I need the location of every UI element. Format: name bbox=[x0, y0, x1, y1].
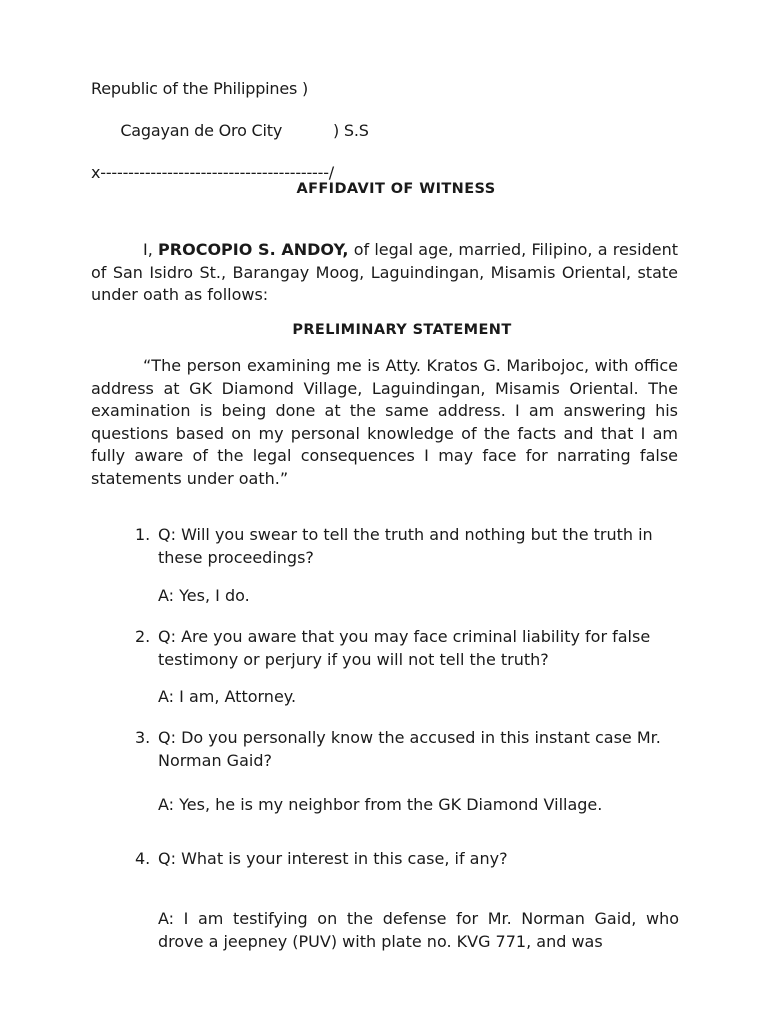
intro-lead: I, bbox=[143, 240, 159, 259]
venue-city-row bbox=[91, 99, 369, 162]
question-item-3 bbox=[135, 727, 679, 772]
question-number: 4. bbox=[135, 849, 151, 868]
question-number: 2. bbox=[135, 627, 151, 646]
question-item-4 bbox=[135, 848, 679, 871]
section-title-preliminary: PRELIMINARY STATEMENT bbox=[292, 322, 512, 338]
question-number: 3. bbox=[135, 728, 151, 747]
question-text: Q: Do you personally know the accused in this instant case Mr. Norman Gaid? bbox=[158, 728, 661, 770]
venue-city: Cagayan de Oro City bbox=[120, 121, 283, 140]
intro-rest: of legal age, married, Filipino, a resident of San Isidro St., Barangay Moog, Laguindingan, Misamis Oriental, state under oath as follows: bbox=[91, 240, 678, 304]
question-item-1 bbox=[135, 524, 679, 569]
preliminary-statement: “The person examining me is Atty. Kratos G. Maribojoc, with office address at GK Diamond Village, Laguindingan, Misamis Oriental. The examination is being done at the same address. I am answering his questions based on my personal knowledge of the facts and that I am fully aware of the legal consequences I may face for narrating false statements under oath.” bbox=[91, 356, 678, 488]
question-text: Q: What is your interest in this case, if any? bbox=[158, 849, 508, 868]
document-title: AFFIDAVIT OF WITNESS bbox=[296, 181, 496, 197]
question-text: Q: Will you swear to tell the truth and nothing but the truth in these proceedings? bbox=[158, 525, 653, 567]
question-number: 1. bbox=[135, 525, 151, 544]
answer-text-4: A: I am testifying on the defense for Mr. Norman Gaid, who drove a jeepney (PUV) with plate no. KVG 771, and was bbox=[158, 909, 679, 951]
answer-text-1: A: Yes, I do. bbox=[158, 586, 250, 605]
answer-text-3: A: Yes, he is my neighbor from the GK Diamond Village. bbox=[158, 795, 603, 814]
question-text: Q: Are you aware that you may face criminal liability for false testimony or perjury if you will not tell the truth? bbox=[158, 627, 651, 669]
venue-block bbox=[91, 78, 369, 183]
venue-republic: Republic of the Philippines ) bbox=[91, 79, 309, 98]
affiant-name: PROCOPIO S. ANDOY, bbox=[158, 240, 349, 259]
venue-divider: x-----------------------------------------/ bbox=[91, 163, 334, 182]
intro-paragraph bbox=[91, 239, 678, 307]
question-item-2 bbox=[135, 626, 679, 671]
answer-text-2: A: I am, Attorney. bbox=[158, 687, 297, 706]
venue-ss: ) S.S bbox=[333, 121, 369, 140]
